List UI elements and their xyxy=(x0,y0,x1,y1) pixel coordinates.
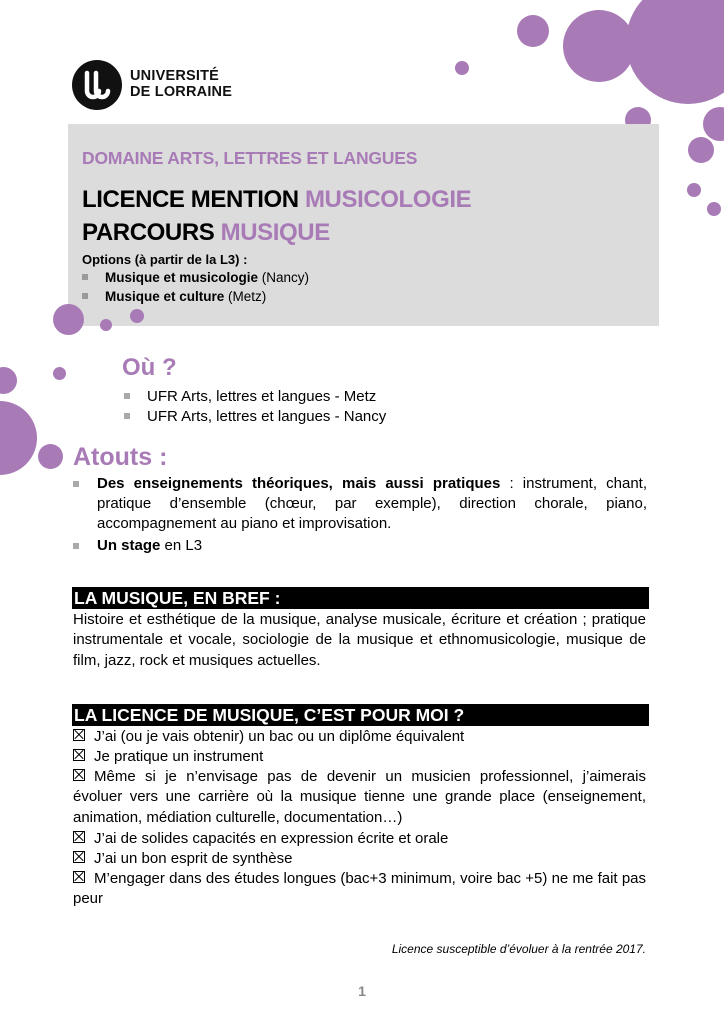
option-item: Musique et musicologie (Nancy) xyxy=(82,270,309,285)
bullet-square-icon xyxy=(124,413,130,419)
decorative-circle xyxy=(38,444,63,469)
ou-heading: Où ? xyxy=(122,354,177,381)
parcours-title: PARCOURS MUSIQUE xyxy=(82,219,330,246)
page-number: 1 xyxy=(358,983,366,999)
bullet-square-icon xyxy=(82,293,88,299)
bref-paragraph: Histoire et esthétique de la musique, analyse musicale, écriture et création ; pratique instrumentale et vocale, sociologie de la musique et ethnomusicologie, musique de film, jazz, rock et musiques actuelles. xyxy=(73,611,646,669)
bullet-square-icon xyxy=(124,393,130,399)
bullet-square-icon xyxy=(73,543,79,549)
atouts-heading: Atouts : xyxy=(73,443,168,471)
decorative-circle xyxy=(0,401,37,475)
decorative-circle xyxy=(0,367,17,394)
university-logo-icon xyxy=(72,60,122,110)
decorative-circle xyxy=(687,183,701,197)
domain-heading: DOMAINE ARTS, LETTRES ET LANGUES xyxy=(82,148,418,168)
decorative-circle xyxy=(707,202,721,216)
checkbox-icon xyxy=(73,729,85,741)
decorative-circle xyxy=(53,304,84,335)
decorative-circle xyxy=(688,137,714,163)
section-heading-bref: LA MUSIQUE, EN BREF : xyxy=(72,587,649,609)
decorative-circle xyxy=(455,61,469,75)
checklist-item: M’engager dans des études longues (bac+3 minimum, voire bac +5) ne me fait pas peur xyxy=(73,870,646,908)
decorative-circle xyxy=(53,367,66,380)
decorative-circle xyxy=(703,107,724,141)
checklist-item: J’ai un bon esprit de synthèse xyxy=(73,849,646,869)
decorative-circle xyxy=(563,10,635,82)
option-item: Musique et culture (Metz) xyxy=(82,289,266,304)
decorative-circle xyxy=(130,309,144,323)
location-item: UFR Arts, lettres et langues - Metz xyxy=(124,388,376,405)
university-logo-text: UNIVERSITÉ DE LORRAINE xyxy=(130,68,233,100)
bullet-square-icon xyxy=(82,274,88,280)
checkbox-icon xyxy=(73,749,85,761)
checklist-item: J’ai (ou je vais obtenir) un bac ou un diplôme équivalent xyxy=(73,727,646,747)
decorative-circle xyxy=(100,319,112,331)
checkbox-icon xyxy=(73,831,85,843)
location-item: UFR Arts, lettres et langues - Nancy xyxy=(124,408,386,425)
checklist-item: Je pratique un instrument xyxy=(73,747,646,767)
checkbox-icon xyxy=(73,769,85,781)
checkbox-icon xyxy=(73,871,85,883)
checklist-item: J’ai de solides capacités en expression écrite et orale xyxy=(73,829,646,849)
checklist-item: Même si je n’envisage pas de devenir un musicien professionnel, j’aimerais évoluer vers une carrière où la musique tienne une grande place (enseignement, animation, médiation culturelle, documentation…) xyxy=(73,768,646,826)
options-title: Options (à partir de la L3) : xyxy=(82,252,248,267)
section-heading-pour-moi: LA LICENCE DE MUSIQUE, C’EST POUR MOI ? xyxy=(72,704,649,726)
checkbox-icon xyxy=(73,851,85,863)
bullet-square-icon xyxy=(73,481,79,487)
licence-title: LICENCE MENTION MUSICOLOGIE xyxy=(82,186,472,213)
decorative-circle xyxy=(626,0,724,104)
decorative-circle xyxy=(517,15,549,47)
footnote: Licence susceptible d’évoluer à la rentrée 2017. xyxy=(391,942,646,956)
